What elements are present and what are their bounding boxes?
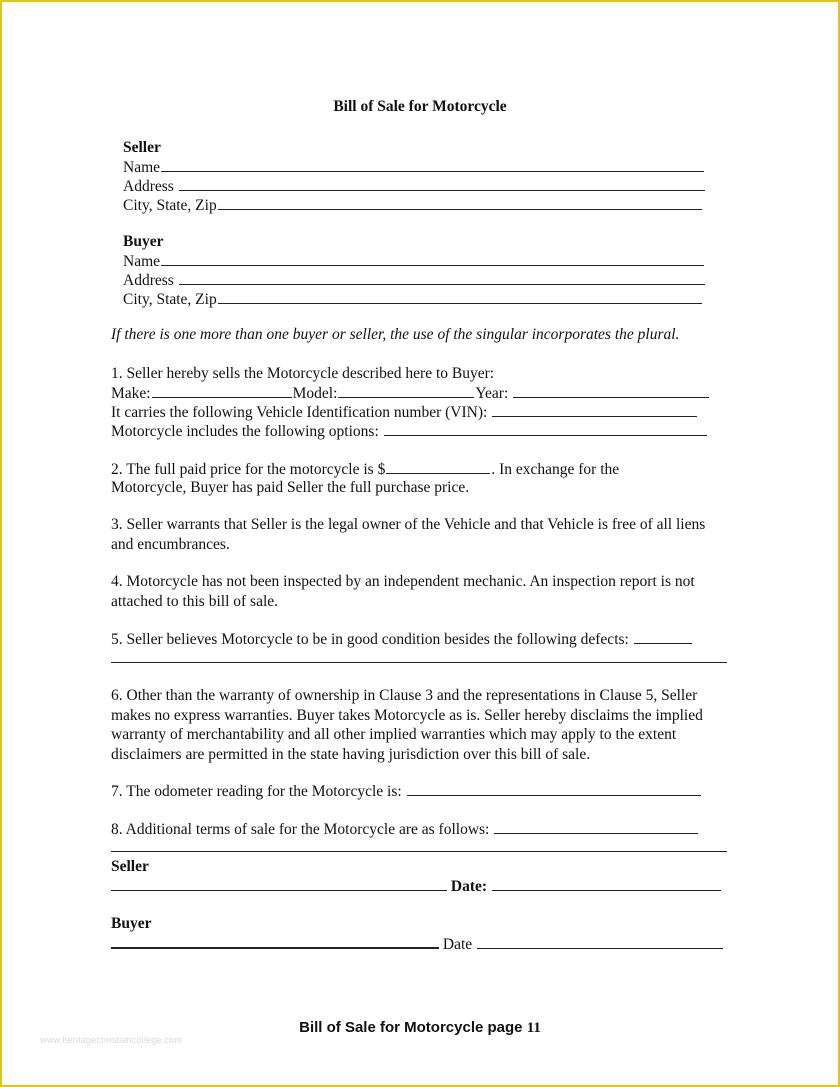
seller-heading: Seller xyxy=(123,139,161,156)
model-field[interactable] xyxy=(338,383,474,398)
seller-name-field[interactable] xyxy=(161,157,704,172)
seller-signature-heading: Seller xyxy=(111,858,149,875)
options-row xyxy=(111,421,731,440)
defects-field[interactable] xyxy=(634,629,692,644)
plural-note: If there is one more than one buyer or seller, the use of the singular incorporates the plural. xyxy=(111,326,680,343)
buyer-signature xyxy=(111,914,731,952)
buyer-date-label: Date xyxy=(442,936,473,953)
make-label: Make: xyxy=(111,385,151,402)
year-label: Year: xyxy=(475,385,509,402)
clause-3: 3. Seller warrants that Seller is the legal owner of the Vehicle and that Vehicle is free of all liens and encumbrances. xyxy=(111,516,706,553)
additional-terms-row-2 xyxy=(111,838,731,850)
seller-date-field[interactable] xyxy=(492,876,721,891)
clause-2-line-1 xyxy=(111,459,731,478)
additional-terms-field[interactable] xyxy=(494,819,698,834)
seller-section xyxy=(123,138,713,214)
vin-field[interactable] xyxy=(492,402,697,417)
price-field[interactable] xyxy=(386,459,490,474)
make-model-year-row xyxy=(111,383,731,402)
additional-terms-line-2[interactable] xyxy=(111,843,727,852)
clause-1-intro: 1. Seller hereby sells the Motorcycle described here to Buyer: xyxy=(111,365,495,382)
buyer-heading: Buyer xyxy=(123,233,164,250)
buyer-date-field[interactable] xyxy=(477,934,723,949)
clause-2-text-a: 2. The full paid price for the motorcycle is $ xyxy=(111,461,386,478)
buyer-section xyxy=(123,232,713,308)
buyer-name-label: Name xyxy=(123,253,161,270)
make-field[interactable] xyxy=(152,383,292,398)
odometer-field[interactable] xyxy=(407,781,701,796)
footer-text: Bill of Sale for Motorcycle page xyxy=(299,1019,523,1036)
seller-city-field[interactable] xyxy=(218,195,702,210)
buyer-city-label: City, State, Zip xyxy=(123,291,217,308)
clause-2 xyxy=(111,459,731,497)
vin-row xyxy=(111,402,731,421)
clause-7-line xyxy=(111,781,731,800)
buyer-city-row xyxy=(123,289,713,308)
clause-8-text: 8. Additional terms of sale for the Motorcycle are as follows: xyxy=(111,821,490,838)
defects-field-line-2[interactable] xyxy=(111,648,727,663)
year-field[interactable] xyxy=(513,383,709,398)
seller-city-label: City, State, Zip xyxy=(123,197,217,214)
clause-7-text: 7. The odometer reading for the Motorcycle is: xyxy=(111,783,402,800)
buyer-name-field[interactable] xyxy=(161,251,704,266)
buyer-signature-field[interactable] xyxy=(111,933,439,949)
seller-date-label: Date: xyxy=(450,878,488,895)
buyer-signature-heading: Buyer xyxy=(111,915,152,932)
buyer-city-field[interactable] xyxy=(218,289,702,304)
clause-2-text-b: . In exchange for the xyxy=(491,461,620,478)
buyer-signature-row xyxy=(111,933,731,952)
seller-signature-field[interactable] xyxy=(111,876,447,891)
seller-address-field[interactable] xyxy=(179,176,705,191)
options-field[interactable] xyxy=(384,421,707,436)
buyer-address-row xyxy=(123,270,713,289)
seller-signature xyxy=(111,857,731,895)
document-title: Bill of Sale for Motorcycle xyxy=(333,98,507,115)
model-label: Model: xyxy=(292,385,338,402)
buyer-address-field[interactable] xyxy=(179,270,705,285)
seller-name-label: Name xyxy=(123,159,161,176)
defects-row-2 xyxy=(111,648,731,667)
seller-signature-row xyxy=(111,876,731,895)
buyer-address-label: Address xyxy=(123,272,174,289)
seller-name-row xyxy=(123,157,713,176)
seller-city-row xyxy=(123,195,713,214)
clause-1 xyxy=(111,364,731,440)
vin-label: It carries the following Vehicle Identification number (VIN): xyxy=(111,404,488,421)
options-label: Motorcycle includes the following options: xyxy=(111,423,379,440)
clause-4: 4. Motorcycle has not been inspected by an independent mechanic. An inspection report is not attached to this bill of sale. xyxy=(111,573,695,610)
watermark: www.heritagechristiancollege.com xyxy=(40,1035,182,1045)
page-footer xyxy=(0,1019,840,1037)
clause-7 xyxy=(111,781,731,800)
clause-8-line xyxy=(111,819,731,838)
footer-page-number: 11 xyxy=(526,1020,541,1036)
clause-2-line-2: Motorcycle, Buyer has paid Seller the full purchase price. xyxy=(111,479,470,496)
clause-5-line xyxy=(111,629,731,648)
clause-5-text: 5. Seller believes Motorcycle to be in good condition besides the following defects: xyxy=(111,631,629,648)
clause-8 xyxy=(111,819,731,850)
seller-address-label: Address xyxy=(123,178,174,195)
buyer-name-row xyxy=(123,251,713,270)
clause-5 xyxy=(111,629,731,667)
clause-6: 6. Other than the warranty of ownership in Clause 3 and the representations in Clause 5, Seller makes no express warranties. Buyer takes Motorcycle as is. Seller hereby disclaims the implied warranty of merchantability and all other implied warranties which may apply to the extent disclaimers are permitted in the state having jurisdiction over this bill of sale. xyxy=(111,687,703,763)
seller-address-row xyxy=(123,176,713,195)
